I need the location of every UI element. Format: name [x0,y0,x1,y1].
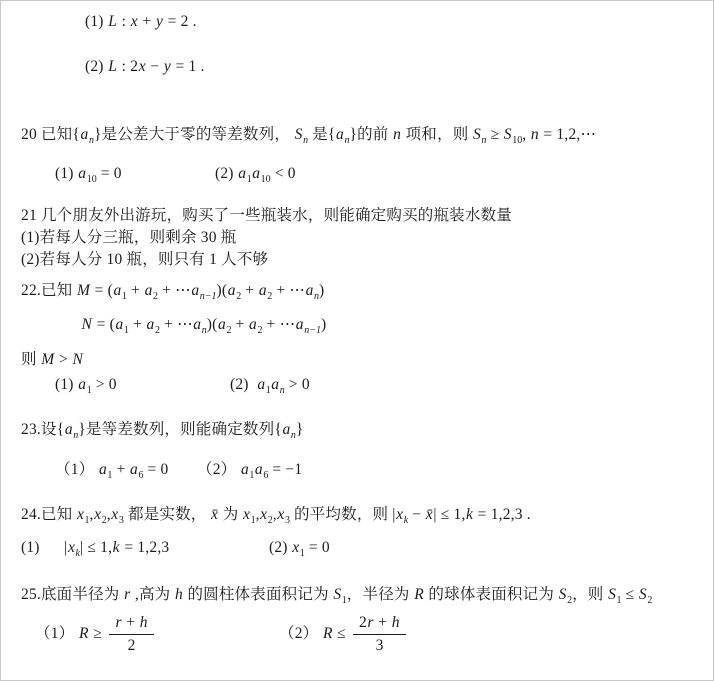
fraction: $\frac{2r + h}{3}$ [353,614,406,655]
question-24-stem: 24.已知 $x_1,x_2,x_3$ 都是实数， x̄ 为 $x_1,x_2,x_3$ 的平均数，则 $|x_k$ − x̄| ≤ 1,k = 1,2,3 . [21,506,531,527]
question-23-stem: 23.设$\{a_n\}$是等差数列，则能确定数列$\{a_n\}$ [21,421,304,442]
question-20-option-2: (2) $a_1a_{10} < 0$ [215,165,296,186]
question-25-option-1: （1） R ≥ $\frac{r + h}{2}$ [35,614,157,655]
question-22-n-equation: $N = (a_1 + a_2$ + $\cdots a_n)(a_2 + a_2$ + $\cdots a_{n-1}$) [81,316,327,337]
question-20-stem: 20 已知$\{a_n\}$是公差大于零的等差数列， $S_n$ 是$\{a_n\}$的前 n 项和，则 $S_n \ge S_{10}$, n = 1,2,⋯ [21,126,597,147]
question-22-conclusion: 则 M > N [21,351,84,368]
question-25-option-2: （2） R ≤ $\frac{2r + h}{3}$ [279,614,409,655]
question-22-option-1: (1) $a_1 > 0$ [55,376,117,397]
question-20-option-1: (1) $a_{10} = 0$ [55,165,122,186]
question-22-stem: 22.已知 $M = (a_1 + a_2$ + $\cdots a_{n-1})(a_2 + a_2$ + $\cdots a_n$) [21,282,325,303]
question-23-option-2: （2） $a_1a_6 = -1$ [197,461,303,482]
question-21-condition-1: (1)若每人分三瓶，则剩余 30 瓶 [21,229,237,246]
question-22-option-2: (2) $a_1a_n > 0$ [230,376,310,397]
prev-question-option-1: (1) L : x + y = 2 . [85,13,197,30]
question-24-option-2: (2) $x_1 = 0$ [269,539,330,560]
question-25-stem: 25.底面半径为 r ,高为 h 的圆柱体表面积记为 $S_1$，半径为 R 的球体表面积记为 $S_2$，则 $S_1 \le S_2$ [21,586,653,607]
question-21-stem: 21 几个朋友外出游玩，购买了一些瓶装水，则能确定购买的瓶装水数量 [21,207,512,224]
question-23-option-1: （1） $a_1 + a_6 = 0$ [55,461,169,482]
question-24-option-1: (1) $|x_k| \le 1,k = 1,2,3$ [21,539,170,560]
prev-question-option-2: (2) L : 2x − y = 1 . [85,58,205,75]
fraction: $\frac{r + h}{2}$ [109,614,154,655]
question-21-condition-2: (2)若每人分 10 瓶，则只有 1 人不够 [21,251,269,268]
